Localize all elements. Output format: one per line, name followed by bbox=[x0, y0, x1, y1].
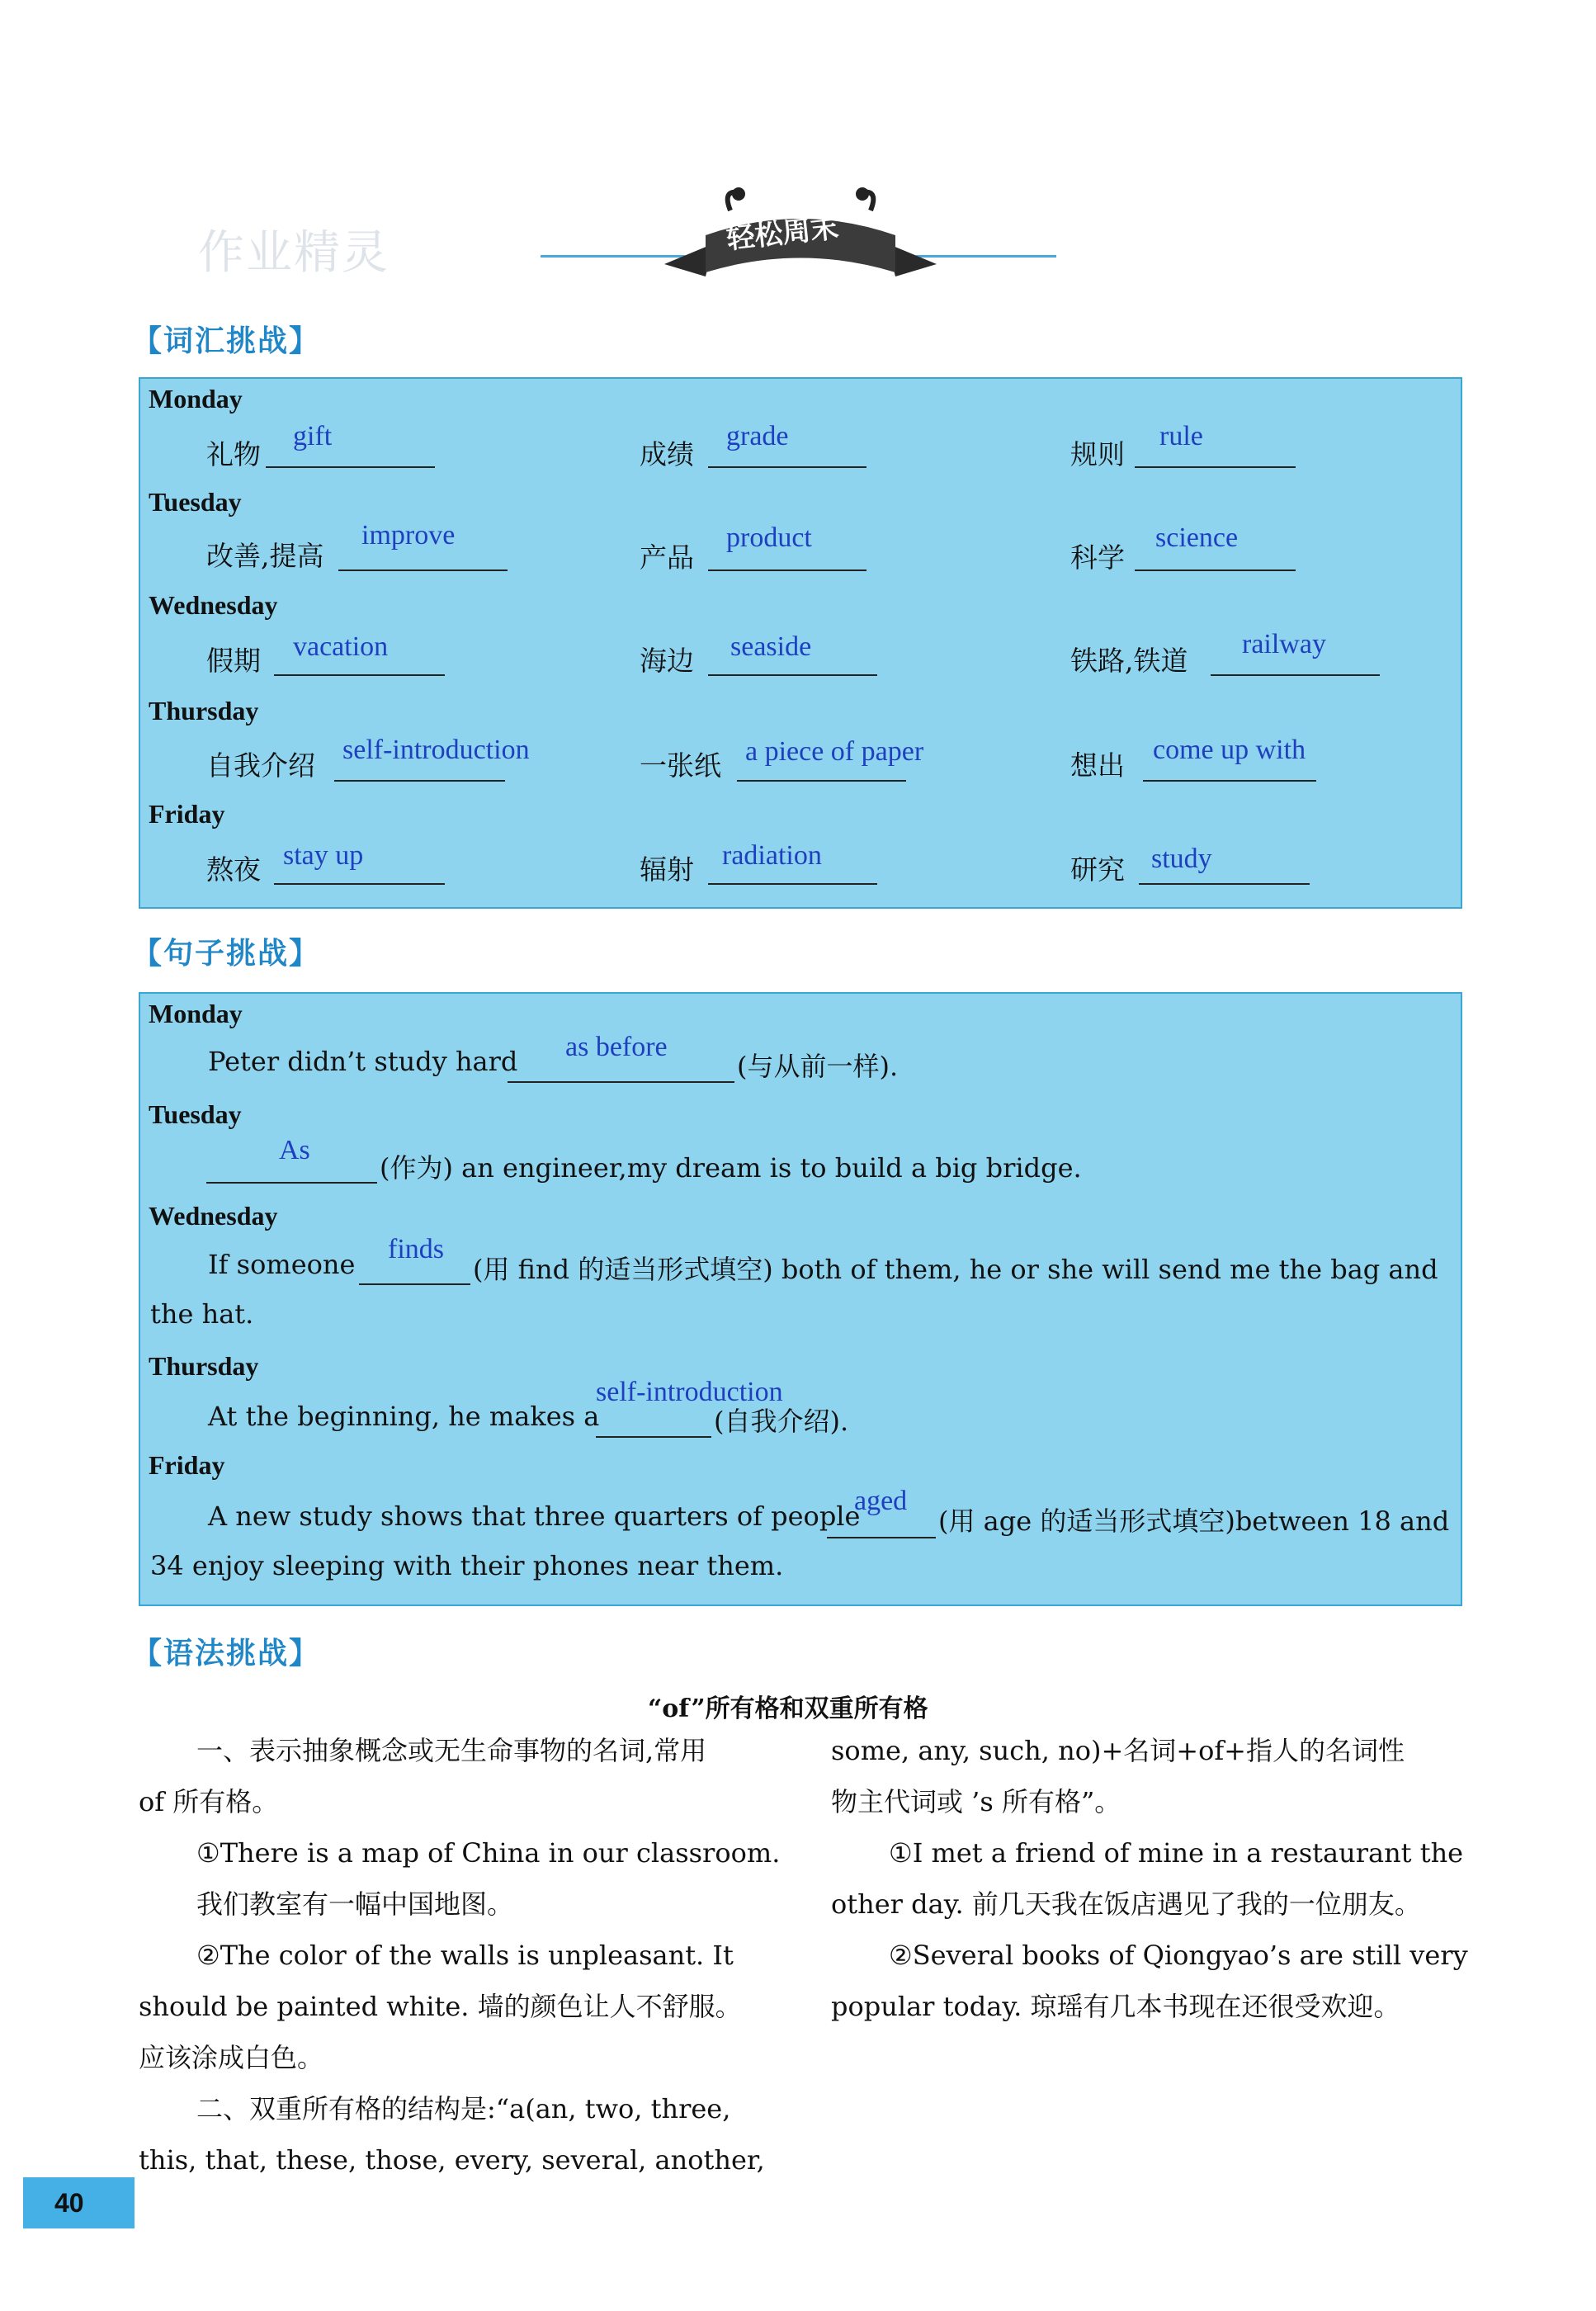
vocab-label: 研究 bbox=[1070, 853, 1125, 886]
vocab-answer: rule bbox=[1159, 421, 1203, 451]
sentence-text: 34 enjoy sleeping with their phones near them. bbox=[150, 1550, 784, 1581]
grammar-line: 应该涂成白色。 bbox=[139, 2042, 324, 2073]
sentence-answer: self-introduction bbox=[596, 1377, 783, 1407]
vocab-answer: product bbox=[726, 522, 812, 553]
vocab-label: 自我介绍 bbox=[206, 749, 315, 782]
sentence-day-tuesday: Tuesday bbox=[149, 1099, 242, 1129]
vocab-label: 辐射 bbox=[640, 853, 694, 886]
sentence-text: A new study shows that three quarters of people bbox=[208, 1500, 861, 1532]
vocab-answer: science bbox=[1155, 522, 1239, 553]
vocab-answer: grade bbox=[726, 421, 789, 451]
page-number: 40 bbox=[23, 2177, 135, 2228]
sentence-day-wednesday: Wednesday bbox=[149, 1201, 278, 1231]
banner-title: 轻松周末 bbox=[725, 210, 841, 256]
vocab-label: 假期 bbox=[206, 645, 261, 677]
grammar-line: 一、表示抽象概念或无生命事物的名词,常用 bbox=[196, 1735, 707, 1766]
sentence-answer: aged bbox=[854, 1486, 908, 1516]
vocab-answer: come up with bbox=[1153, 735, 1306, 765]
sentence-text: At the beginning, he makes a bbox=[208, 1401, 600, 1432]
sentence-day-thursday: Thursday bbox=[149, 1351, 259, 1381]
sentence-text: (与从前一样). bbox=[737, 1051, 899, 1082]
sentence-text: If someone bbox=[208, 1249, 356, 1280]
vocab-day-tuesday: Tuesday bbox=[149, 487, 242, 517]
vocab-answer: vacation bbox=[293, 631, 389, 662]
grammar-line: 二、双重所有格的结构是:“a(an, two, three, bbox=[196, 2093, 731, 2124]
vocab-label: 规则 bbox=[1070, 438, 1125, 470]
grammar-left-column bbox=[139, 1725, 782, 2186]
sentence-text: Peter didn’t study hard bbox=[208, 1046, 518, 1077]
sentence-day-monday: Monday bbox=[149, 999, 243, 1028]
vocab-answer: study bbox=[1151, 844, 1212, 874]
grammar-line: ②Several books of Qiongyao’s are still very bbox=[889, 1940, 1468, 1971]
watermark-logo: 作业精灵 bbox=[198, 226, 390, 280]
vocab-label: 铁路,铁道 bbox=[1070, 645, 1188, 677]
vocab-answer: improve bbox=[361, 520, 456, 551]
vocab-answer: self-introduction bbox=[342, 735, 530, 765]
vocab-answer: seaside bbox=[730, 631, 812, 662]
grammar-section-title: 【语法挑战】 bbox=[132, 1637, 321, 1671]
grammar-heading: “of”所有格和双重所有格 bbox=[648, 1694, 928, 1723]
vocab-label: 科学 bbox=[1070, 541, 1125, 574]
vocab-answer: a piece of paper bbox=[745, 736, 924, 767]
sentence-answer: as before bbox=[565, 1032, 668, 1062]
grammar-line: other day. 前几天我在饭店遇见了我的一位朋友。 bbox=[831, 1888, 1421, 1920]
vocab-label: 一张纸 bbox=[640, 749, 721, 782]
vocab-blank bbox=[266, 433, 435, 468]
sentence-text: (用 find 的适当形式填空) both of them, he or she will send me the bag and bbox=[473, 1254, 1438, 1285]
vocab-label: 产品 bbox=[640, 541, 694, 574]
sentence-blank bbox=[596, 1403, 711, 1438]
vocab-label: 礼物 bbox=[206, 438, 261, 470]
grammar-line: ②The color of the walls is unpleasant. It bbox=[196, 1940, 734, 1971]
vocab-label: 改善,提高 bbox=[206, 540, 324, 572]
vocab-section-title: 【词汇挑战】 bbox=[132, 324, 321, 358]
sentence-answer: finds bbox=[388, 1234, 444, 1264]
vocab-label: 海边 bbox=[640, 645, 694, 677]
vocab-day-friday: Friday bbox=[149, 799, 225, 829]
grammar-line: ①There is a map of China in our classroom. bbox=[196, 1837, 781, 1869]
vocab-label: 成绩 bbox=[640, 438, 694, 470]
vocab-label: 熬夜 bbox=[206, 853, 261, 886]
grammar-line: this, that, these, those, every, several, another, bbox=[139, 2144, 765, 2176]
grammar-line: popular today. 琼瑶有几本书现在还很受欢迎。 bbox=[831, 1991, 1400, 2022]
vocab-answer: stay up bbox=[283, 840, 364, 871]
sentence-section-title: 【句子挑战】 bbox=[132, 937, 321, 971]
sentence-text: (作为) an engineer,my dream is to build a big bridge. bbox=[380, 1152, 1082, 1184]
vocab-day-monday: Monday bbox=[149, 384, 243, 414]
vocab-answer: railway bbox=[1242, 629, 1326, 659]
vocab-answer: radiation bbox=[722, 840, 822, 871]
sentence-text: the hat. bbox=[150, 1298, 254, 1330]
sentence-day-friday: Friday bbox=[149, 1450, 225, 1480]
sentence-text: (用 age 的适当形式填空)between 18 and bbox=[938, 1505, 1450, 1537]
grammar-line: 物主代词或 ’s 所有格”。 bbox=[831, 1786, 1121, 1817]
grammar-line: of 所有格。 bbox=[139, 1786, 279, 1817]
grammar-line: should be painted white. 墙的颜色让人不舒服。 bbox=[139, 1991, 742, 2022]
vocab-day-thursday: Thursday bbox=[149, 696, 259, 725]
vocab-label: 想出 bbox=[1070, 749, 1125, 782]
vocab-answer: gift bbox=[293, 421, 333, 451]
grammar-right-column bbox=[831, 1725, 1475, 2032]
grammar-line: 我们教室有一幅中国地图。 bbox=[196, 1888, 514, 1920]
sentence-text: (自我介绍). bbox=[714, 1406, 849, 1437]
grammar-line: ①I met a friend of mine in a restaurant the bbox=[889, 1837, 1464, 1869]
grammar-line: some, any, such, no)+名词+of+指人的名词性 bbox=[831, 1735, 1405, 1766]
vocab-day-wednesday: Wednesday bbox=[149, 590, 278, 620]
sentence-answer: As bbox=[279, 1135, 310, 1165]
